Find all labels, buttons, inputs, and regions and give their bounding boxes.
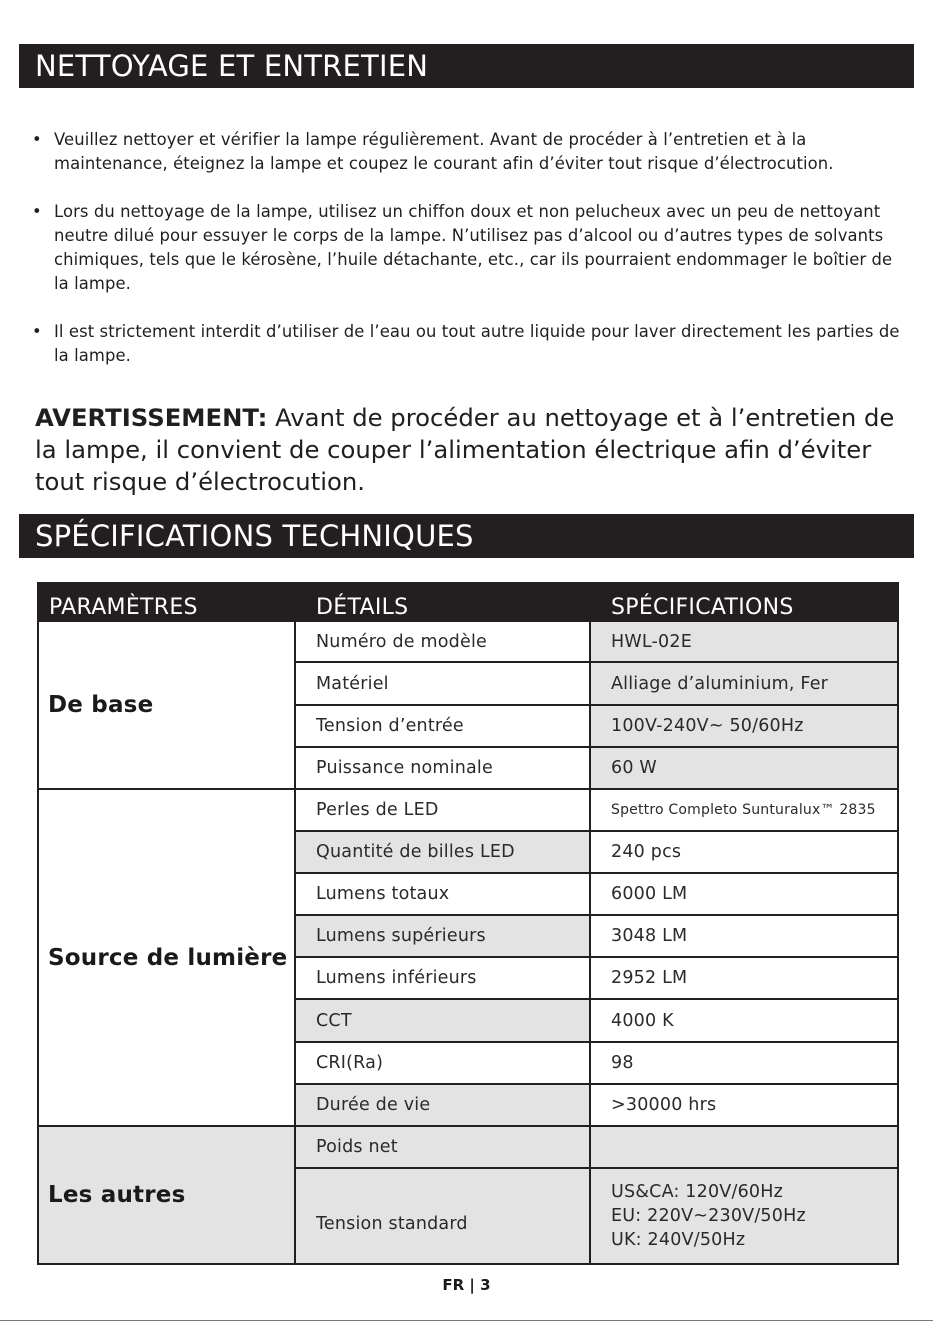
detail-cell: Tension d’entrée	[295, 705, 590, 747]
spec-cell: Alliage d’aluminium, Fer	[590, 662, 898, 705]
detail-cell: Matériel	[295, 662, 590, 705]
spec-cell: 2952 LM	[590, 957, 898, 999]
spec-cell: HWL-02E	[590, 621, 898, 662]
cleaning-instructions-list	[32, 128, 902, 392]
header-details: DÉTAILS	[295, 583, 590, 621]
warning-paragraph	[35, 402, 905, 498]
spec-cell: 4000 K	[590, 999, 898, 1042]
table-row	[38, 789, 898, 831]
warning-text: Avant de procéder au nettoyage et à l’entretien de la lampe, il convient de couper l’alimentation électrique afin d’éviter tout risque d’électrocution.	[35, 403, 895, 496]
specifications-table	[37, 582, 899, 1265]
category-cell: Les autres	[38, 1126, 295, 1264]
spec-cell: 98	[590, 1042, 898, 1084]
spec-cell: >30000 hrs	[590, 1084, 898, 1126]
list-item	[32, 320, 902, 368]
bullet-icon: •	[32, 130, 42, 149]
table-row	[38, 621, 898, 662]
detail-cell: Lumens inférieurs	[295, 957, 590, 999]
detail-cell: Perles de LED	[295, 789, 590, 831]
spec-line: UK: 240V/50Hz	[611, 1230, 746, 1250]
table-header-row	[38, 583, 898, 621]
detail-cell: CCT	[295, 999, 590, 1042]
spec-cell: Spettro Completo Sunturalux™ 2835	[590, 789, 898, 831]
detail-cell: Quantité de billes LED	[295, 831, 590, 873]
detail-cell: Durée de vie	[295, 1084, 590, 1126]
bullet-icon: •	[32, 322, 42, 341]
detail-cell: Numéro de modèle	[295, 621, 590, 662]
spec-line: EU: 220V~230V/50Hz	[611, 1206, 806, 1226]
list-item	[32, 128, 902, 176]
spec-cell: 3048 LM	[590, 915, 898, 957]
detail-cell: CRI(Ra)	[295, 1042, 590, 1084]
detail-cell: Poids net	[295, 1126, 590, 1168]
bullet-text: Lors du nettoyage de la lampe, utilisez un chiffon doux et non pelucheux avec un peu de nettoyant neutre dilué pour essuyer le corps de la lampe. N’utilisez pas d’alcool ou d’autres types de solvants chimiques, tels que le kérosène, l’huile détachante, etc., car ils pourraient endommager le boîtier de la lampe.	[54, 202, 893, 293]
spec-line: US&CA: 120V/60Hz	[611, 1182, 783, 1202]
bullet-text: Veuillez nettoyer et vérifier la lampe régulièrement. Avant de procéder à l’entretien et à la maintenance, éteignez la lampe et coupez le courant afin d’éviter tout risque d’électrocution.	[54, 130, 834, 173]
bullet-icon: •	[32, 202, 42, 221]
section-title-specifications: SPÉCIFICATIONS TECHNIQUES	[19, 514, 914, 558]
spec-cell	[590, 1168, 898, 1264]
bottom-divider	[0, 1320, 933, 1321]
detail-cell: Puissance nominale	[295, 747, 590, 789]
spec-cell: 6000 LM	[590, 873, 898, 915]
section-title-cleaning: NETTOYAGE ET ENTRETIEN	[19, 44, 914, 88]
bullet-text: Il est strictement interdit d’utiliser de l’eau ou tout autre liquide pour laver directement les parties de la lampe.	[54, 322, 900, 365]
detail-cell: Lumens totaux	[295, 873, 590, 915]
spec-cell: 60 W	[590, 747, 898, 789]
page-number: FR | 3	[442, 1276, 491, 1294]
category-cell: De base	[38, 621, 295, 789]
header-parametres: PARAMÈTRES	[38, 583, 295, 621]
warning-label: AVERTISSEMENT:	[35, 403, 268, 432]
table-row	[38, 1126, 898, 1168]
spec-cell	[590, 1126, 898, 1168]
category-cell: Source de lumière	[38, 789, 295, 1126]
detail-cell: Lumens supérieurs	[295, 915, 590, 957]
spec-cell: 100V-240V~ 50/60Hz	[590, 705, 898, 747]
spec-cell: 240 pcs	[590, 831, 898, 873]
detail-cell: Tension standard	[295, 1168, 590, 1264]
list-item	[32, 200, 902, 296]
header-specifications: SPÉCIFICATIONS	[590, 583, 898, 621]
